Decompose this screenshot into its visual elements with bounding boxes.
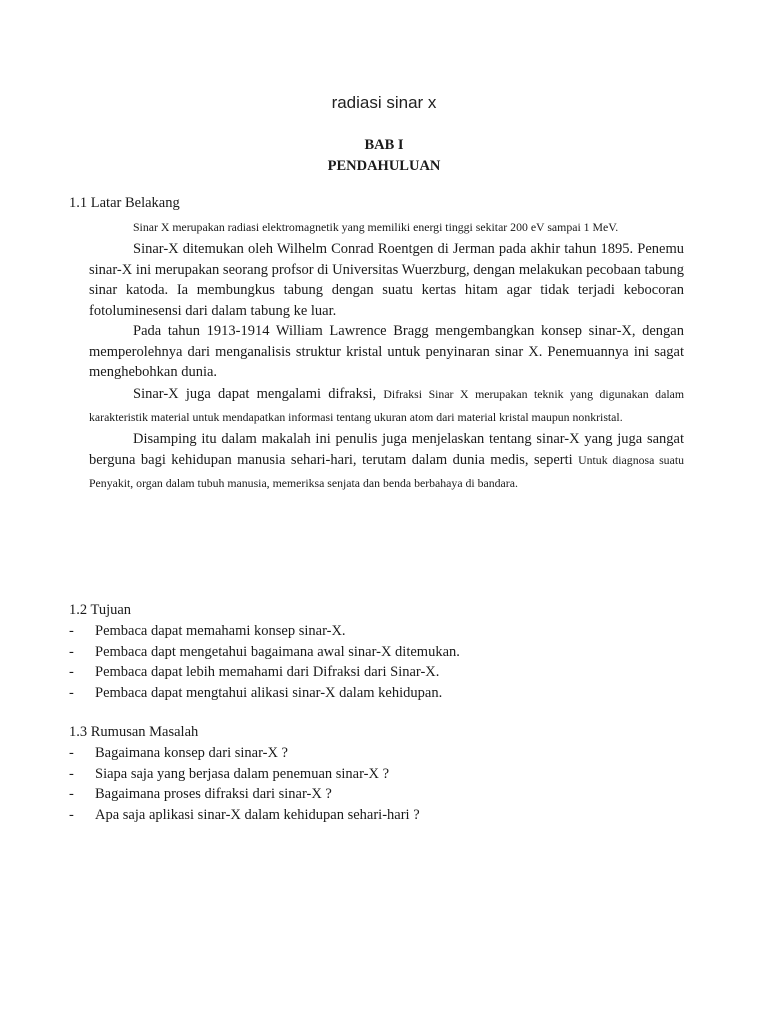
list-bullet: - [69,786,74,802]
paragraph-5-cont: Untuk diagnosa suatu Penyakit, organ dalam tubuh manusia, memeriksa senjata dan benda berbahaya di bandara. [89,453,684,490]
section-rumusan-masalah [69,722,684,825]
paragraph-3: Pada tahun 1913-1914 William Lawrence Bragg mengembangkan konsep sinar-X, dengan memperolehnya dari menganalisis struktur kristal untuk penyinaran sinar X. Penemuannya ini sagat menghebohkan dunia. [89,323,684,380]
section-heading: 1.1 Latar Belakang [69,195,180,211]
paragraph-4-lead: Sinar-X juga dapat mengalami difraksi, [133,385,384,402]
list-bullet: - [69,765,74,782]
list-item: - Pembaca dapat lebih memahami dari Difraksi dari Sinar-X. [69,662,684,683]
section-body [89,216,684,495]
list-item: - Pembaca dapt mengetahui bagaimana awal sinar-X ditemukan. [69,642,684,663]
paragraph-1: Sinar X merupakan radiasi elektromagnetik yang memiliki energi tinggi sekitar 200 eV sampai 1 MeV. [133,220,619,234]
paragraph-5-lead: Disamping itu dalam makalah ini penulis juga menjelaskan tentang sinar-X yang juga sangat berguna bagi kehidupan manusia sehari-hari, terutam dalam dunia medis, seperti [89,430,684,468]
chapter-title: PENDAHULUAN [327,158,441,174]
section-latar-belakang [69,193,684,495]
list-bullet: - [69,664,74,680]
chapter-number: BAB I [364,137,404,153]
paragraph-2: Sinar-X ditemukan oleh Wilhelm Conrad Roentgen di Jerman pada akhir tahun 1895. Penemu sinar-X ini merupakan seorang profsor di Universitas Wuerzburg, dengan melakukan pecobaan tabung sinar katoda. Ia membungkus tabung dengan suatu kertas hitam agar tidak terjadi kebocoran fotoluminesensi dari dalam tabung ke luar. [89,241,684,319]
rumusan-list [69,743,684,825]
list-item: - Pembaca dapat mengtahui alikasi sinar-X dalam kehidupan. [69,683,684,704]
list-item: - Pembaca dapat memahami konsep sinar-X. [69,621,684,642]
list-item: - Bagaimana konsep dari sinar-X ? [69,743,684,764]
chapter-heading [0,135,768,177]
paragraph-4 [89,383,684,429]
document-title: radiasi sinar x [331,93,437,112]
list-item: - Bagaimana proses difraksi dari sinar-X ? [69,784,684,805]
paragraph-5 [89,429,684,496]
section-heading: 1.2 Tujuan [69,602,132,618]
tujuan-list [69,621,684,703]
list-bullet: - [69,643,74,660]
list-item: - Siapa saja yang berjasa dalam penemuan sinar-X ? [69,764,684,785]
list-item: - Apa saja aplikasi sinar-X dalam kehidupan sehari-hari ? [69,805,684,826]
list-bullet: - [69,684,74,701]
list-bullet: - [69,623,74,639]
paragraph-4-cont: Difraksi Sinar X merupakan teknik yang digunakan dalam karakteristik material untuk mendapatkan informasi tentang ukuran atom dari material kristal maupun nonkristal. [89,386,685,424]
list-bullet: - [69,806,74,823]
section-heading: 1.3 Rumusan Masalah [69,724,199,740]
section-tujuan [69,600,684,703]
list-bullet: - [69,745,74,761]
